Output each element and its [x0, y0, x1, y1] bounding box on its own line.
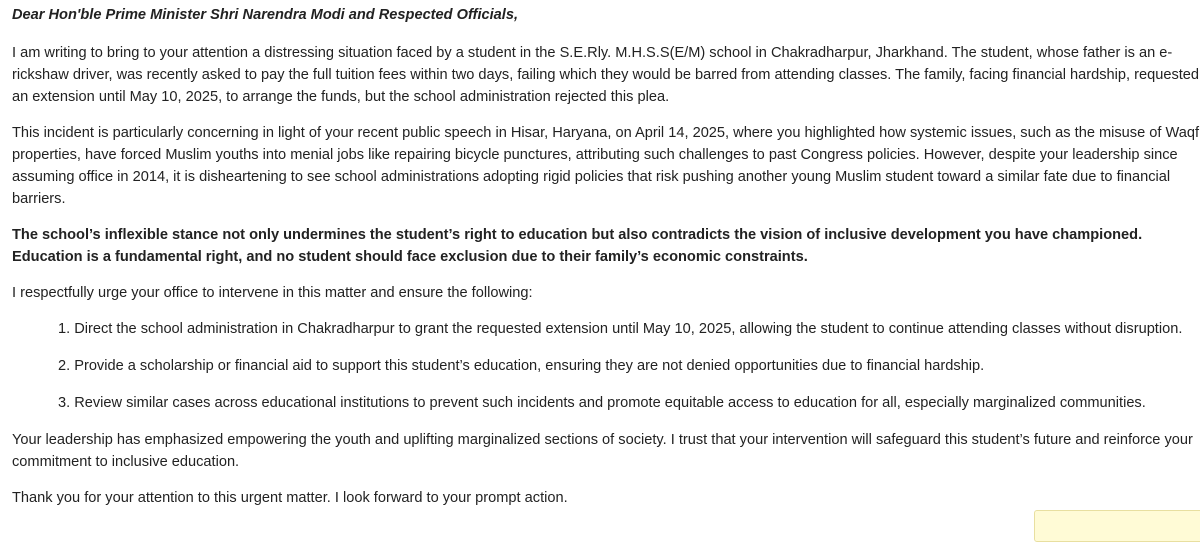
paragraph-emphasis: The school’s inflexible stance not only undermines the student’s right to education but also contradicts the vision of inclusive development you have championed. Education is a fundamental right, and no student should face exclusion due to their family’s economic constraints. — [12, 227, 1143, 265]
paragraph-closing: Your leadership has emphasized empowering the youth and uplifting marginalized sections of society. I trust that your intervention will safeguard this student’s future and reinforce your commitment to inclusive education. — [12, 432, 1193, 470]
salutation: Dear Hon'ble Prime Minister Shri Narendra Modi and Respected Officials, — [12, 7, 519, 23]
paragraph-thanks: Thank you for your attention to this urgent matter. I look forward to your prompt action. — [12, 490, 568, 506]
sticky-note-corner[interactable] — [1034, 510, 1200, 542]
paragraph-context: This incident is particularly concerning in light of your recent public speech in Hisar, Haryana, on April 14, 2025, where you highlighted how systemic issues, such as the misuse of Waqf properties, have forced Muslim youths into menial jobs like repairing bicycle punctures, attributing such challenges to past Congress policies. However, despite your leadership since assuming office in 2014, it is disheartening to see school administrations adopting rigid policies that risk pushing another young Muslim student toward a similar fate due to financial barriers. — [12, 125, 1200, 207]
list-item: 2. Provide a scholarship or financial aid to support this student’s education, ensuring they are not denied opportunities due to financial hardship. — [58, 358, 985, 374]
paragraph-situation: I am writing to bring to your attention a distressing situation faced by a student in the S.E.Rly. M.H.S.S(E/M) school in Chakradharpur, Jharkhand. The student, whose father is an e-rickshaw driver, was recently asked to pay the full tuition fees within two days, failing which they would be barred from attending classes. The family, facing financial hardship, requested an extension until May 10, 2025, to arrange the funds, but the school administration rejected this plea. — [12, 45, 1200, 105]
request-list — [12, 318, 1200, 414]
list-item: 3. Review similar cases across educational institutions to prevent such incidents and promote equitable access to education for all, especially marginalized communities. — [58, 395, 1146, 411]
letter-body — [12, 4, 1200, 523]
list-item: 1. Direct the school administration in Chakradharpur to grant the requested extension until May 10, 2025, allowing the student to continue attending classes without disruption. — [58, 321, 1183, 337]
paragraph-request-intro: I respectfully urge your office to intervene in this matter and ensure the following: — [12, 285, 533, 301]
